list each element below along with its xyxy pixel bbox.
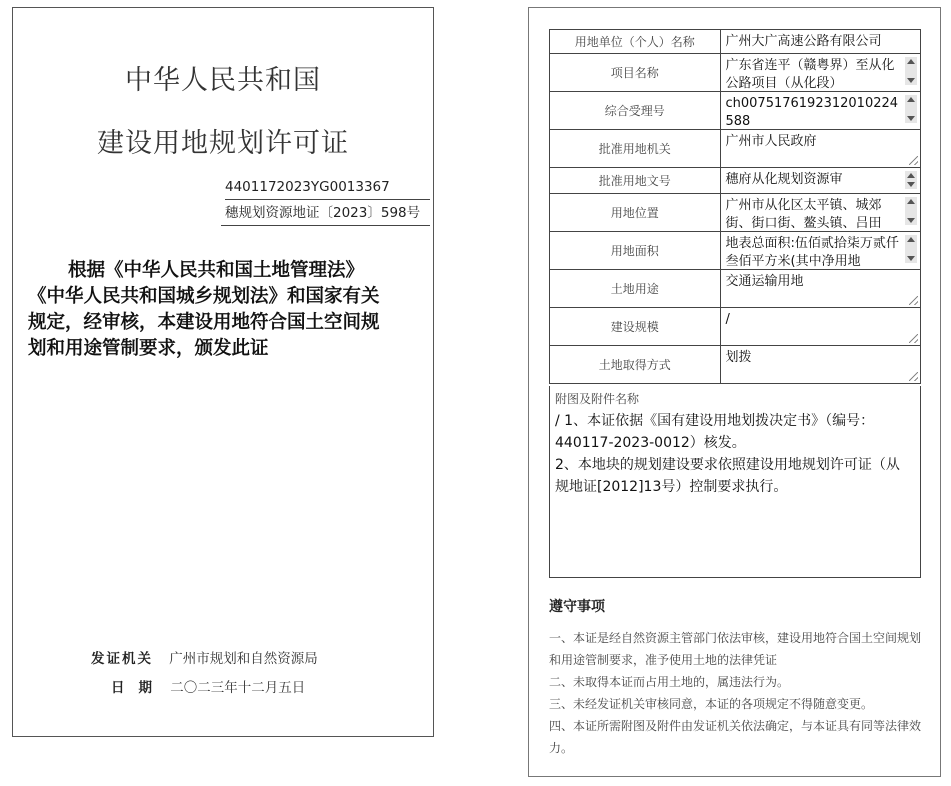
- field-label: 批准用地文号: [550, 168, 721, 194]
- declaration-text: [28, 258, 418, 362]
- land-location-field[interactable]: [720, 194, 921, 232]
- notice-item: 三、未经发证机关审核同意，本证的各项规定不得随意变更。: [549, 697, 874, 711]
- scroll-arrows-icon[interactable]: [905, 197, 917, 225]
- field-value-cell: [720, 30, 921, 54]
- cover-title-country: 中华人民共和国: [125, 65, 321, 96]
- date-row: [111, 676, 305, 696]
- certificate-code: 穗规划资源地证〔2023〕598号: [221, 201, 430, 226]
- notice-item: 一、本证是经自然资源主管部门依法审核，建设用地符合国土空间规划和用途管制要求，准予使用土地的法律凭证: [549, 631, 922, 667]
- scroll-arrows-icon[interactable]: [905, 171, 917, 189]
- attachment-line: / 1、本证依据《国有建设用地划拨决定书》（编号：440117-2023-0012）核发。: [555, 413, 875, 451]
- resize-grip-icon[interactable]: [909, 372, 918, 381]
- declaration-line: 《中华人民共和国城乡规划法》和国家有关: [28, 286, 380, 307]
- issuer-label: 发证机关: [91, 651, 153, 667]
- attachments-label: 附图及附件名称: [555, 392, 640, 406]
- notice-list: [549, 627, 929, 759]
- approval-doc-value[interactable]: 穗府从化规划资源审: [725, 171, 843, 187]
- field-label: 建设规模: [550, 308, 721, 346]
- field-table: [549, 29, 921, 384]
- notice-item: 四、本证所需附图及附件由发证机关依法确定，与本证具有同等法律效力。: [549, 719, 922, 755]
- field-label: 综合受理号: [550, 92, 721, 130]
- certificate-details-panel: [528, 7, 941, 777]
- acquisition-method-field[interactable]: [720, 346, 921, 384]
- project-name-value[interactable]: 广东省连平（赣粤界）至从化公路项目（从化段）: [725, 57, 895, 91]
- acceptance-number-value[interactable]: ch0075176192312010224588: [725, 95, 899, 129]
- field-row-approval-doc: [550, 168, 921, 194]
- issuer-row: [91, 647, 318, 667]
- issuer-value: 广州市规划和自然资源局: [169, 651, 318, 667]
- land-area-field[interactable]: [720, 232, 921, 270]
- land-location-value[interactable]: 广州市从化区太平镇、城郊街、街口街、鳌头镇、吕田: [725, 197, 882, 231]
- acquisition-method-value[interactable]: 划拨: [725, 349, 752, 365]
- field-row-applicant: [550, 30, 921, 54]
- field-label: 项目名称: [550, 54, 721, 92]
- field-label: 用地面积: [550, 232, 721, 270]
- field-row-approval-authority: [550, 130, 921, 168]
- construction-scale-value[interactable]: /: [725, 311, 730, 327]
- field-row-scale: [550, 308, 921, 346]
- scroll-arrows-icon[interactable]: [905, 235, 917, 263]
- field-label: 用地位置: [550, 194, 721, 232]
- cover-title-certificate: 建设用地规划许可证: [97, 128, 349, 159]
- field-row-project: [550, 54, 921, 92]
- date-label: 日期: [111, 680, 166, 696]
- resize-grip-icon[interactable]: [909, 156, 918, 165]
- certificate-number: 4401172023YG0013367: [225, 175, 430, 200]
- field-label: 土地用途: [550, 270, 721, 308]
- land-use-field[interactable]: [720, 270, 921, 308]
- declaration-line: 规定，经审核，本建设用地符合国土空间规: [28, 312, 380, 333]
- construction-scale-field[interactable]: [720, 308, 921, 346]
- field-row-area: [550, 232, 921, 270]
- land-area-value[interactable]: 地表总面积:伍佰贰拾柒万贰仟叁佰平方米(其中净用地: [725, 235, 899, 269]
- approval-authority-value[interactable]: 广州市人民政府: [725, 133, 817, 149]
- approval-doc-field[interactable]: [720, 168, 921, 194]
- approval-authority-field[interactable]: [720, 130, 921, 168]
- land-use-value[interactable]: 交通运输用地: [725, 273, 804, 289]
- field-label: 土地取得方式: [550, 346, 721, 384]
- field-label: 批准用地机关: [550, 130, 721, 168]
- resize-grip-icon[interactable]: [909, 296, 918, 305]
- field-row-acquisition: [550, 346, 921, 384]
- scroll-arrows-icon[interactable]: [905, 95, 917, 123]
- attachments-box[interactable]: [549, 386, 921, 578]
- field-label: 用地单位（个人）名称: [550, 30, 721, 54]
- field-row-location: [550, 194, 921, 232]
- notice-item: 二、未取得本证而占用土地的，属违法行为。: [549, 675, 790, 689]
- attachment-line: 2、本地块的规划建设要求依照建设用地规划许可证（从规地证[2012]13号）控制要求执行。: [555, 457, 900, 495]
- declaration-line: 根据《中华人民共和国土地管理法》: [68, 260, 365, 281]
- date-value: 二〇二三年十二月五日: [170, 680, 306, 696]
- notice-title: 遵守事项: [549, 599, 605, 615]
- attachments-text[interactable]: [555, 410, 910, 498]
- acceptance-number-field[interactable]: [720, 92, 921, 130]
- project-name-field[interactable]: [720, 54, 921, 92]
- certificate-cover: [12, 7, 434, 737]
- resize-grip-icon[interactable]: [909, 334, 918, 343]
- field-row-acceptance: [550, 92, 921, 130]
- field-row-land-use: [550, 270, 921, 308]
- declaration-line: 划和用途管制要求，颁发此证: [28, 338, 269, 359]
- applicant-name-value: 广州大广高速公路有限公司: [725, 33, 882, 49]
- scroll-arrows-icon[interactable]: [905, 57, 917, 85]
